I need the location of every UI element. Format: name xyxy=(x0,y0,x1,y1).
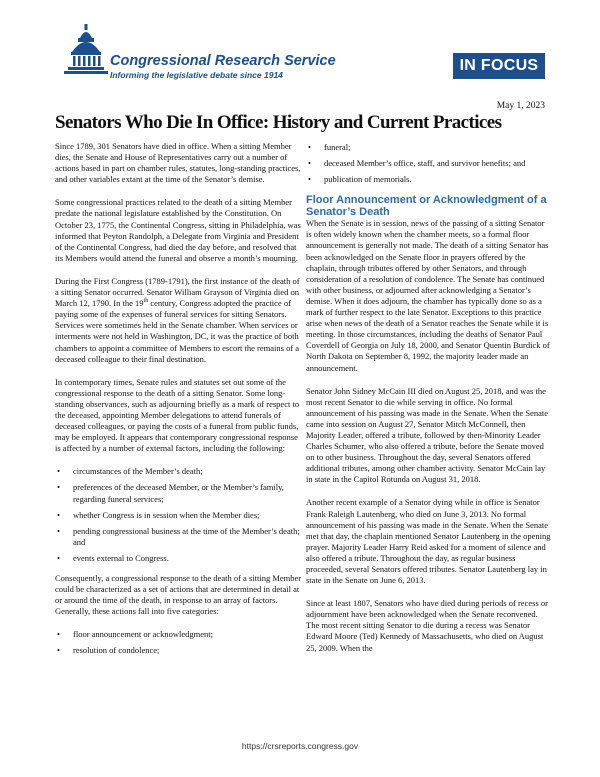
list-item: • publication of memorials. xyxy=(306,174,551,185)
list-item: • whether Congress is in session when the Member dies; xyxy=(55,510,302,521)
paragraph: Senator John Sidney McCain III died on August 25, 2018, and was the most recent Senator to die while serving in office. No formal announcement of his passing was made in the Senate. When the Senate came into session on August 27, Senator Mitch McConnell, then Majority Leader, offered a tribute, followed by then-Minority Leader Charles Schumer, who also offered a tribute, before the Senate moved on to other business. Throughout the day, several Senators offered additional tributes, among other chamber activity. Senator McCain lay in state in the Capitol Rotunda on August 31, 2018. xyxy=(306,385,549,485)
list-item: • circumstances of the Member’s death; xyxy=(55,466,302,477)
list-item: • funeral; xyxy=(306,142,551,153)
capitol-dome-icon xyxy=(64,24,108,76)
category-list-continued xyxy=(306,142,551,185)
paragraph: When the Senate is in session, news of the passing of a sitting Senator is often widely known when the chamber meets, so a formal floor announcement is generally not made. The death of a sitting Senator has been acknowledged on the Senate floor in prayers offered by the chaplain, through tributes offered by other Senators, and through consideration of a resolution of condolence. The Senate has continued with other business, or adjourned after acknowledging a Senator’s demise. When it does adjourn, the chamber has typically done so as a mark of further respect to the late Senator. Exceptions to this practice arise when news of the death of a Senator reaches the Senate while it is meeting. In those circumstances, including the deaths of Senator Paul Coverdell of Georgia on July 18, 2000, and Senator Quentin Burdick of North Dakota on September 8, 1992, the majority leader made an announcement. xyxy=(306,218,550,373)
paragraph: Consequently, a congressional response to the death of a sitting Member could be characterized as a set of actions that are determined in detail at or around the time of the death, in response to an array of factors. Generally, these actions fall into five categories: xyxy=(55,573,302,617)
page-title: Senators Who Die In Office: History and Current Practices xyxy=(55,112,502,133)
section-heading: Floor Announcement or Acknowledgment of a Senator’s Death xyxy=(306,194,547,219)
page-header xyxy=(0,0,600,95)
factor-list xyxy=(55,466,302,564)
report-date: May 1, 2023 xyxy=(496,101,545,111)
list-item: • resolution of condolence; xyxy=(55,645,302,656)
paragraph: Another recent example of a Senator dying while in office is Senator Frank Raleigh Lautenberg, who died on June 3, 2013. No formal announcement of his passing was made in the Senate. When the Senate met that day, the chaplain mentioned Senator Lautenberg in the opening prayer. Majority Leader Harry Reid asked for a moment of silence and also offered a tribute. Throughout the day, as regular business proceeded, several Senators offered tributes. Senator Lautenberg lay in state in the Senate on June 6, 2013. xyxy=(306,497,551,586)
right-column xyxy=(306,142,551,666)
paragraph: Some congressional practices related to the death of a sitting Member predate the national legislature established by the Constitution. On October 23, 1775, the Continental Congress, sitting in Philadelphia, was informed that Peyton Randolph, a Delegate from Virginia and President of the Continental Congress, had died the day before, and resolved that its Members would attend the funeral and observe a month’s mourning. xyxy=(55,197,301,263)
category-list xyxy=(55,629,302,656)
paragraph: Since at least 1807, Senators who have died during periods of recess or adjournment have been acknowledged when the Senate reconvened. The most recent sitting Senator to die during a recess was Senator Edward Moore (Ted) Kennedy of Massachusetts, who died on August 25, 2009. When the xyxy=(306,598,548,653)
paragraph-text: century, Congress adopted the practice of paying some of the expenses of funeral services for sitting Senators. Services were sometimes held in the Senate chamber. When services or interments were not held in Washington, DC, it was the practice of both chambers to appoint a committee of Members to escort the remains of a deceased colleague to their final destination. xyxy=(55,298,300,364)
org-tagline: Informing the legislative debate since 1914 xyxy=(110,70,283,80)
list-item: • deceased Member’s office, staff, and survivor benefits; and xyxy=(306,158,551,169)
ordinal-suffix: th xyxy=(143,298,149,305)
list-item: • floor announcement or acknowledgment; xyxy=(55,629,302,640)
paragraph-text: During the First Congress (1789-1791), the first instance of the death of a sitting Senator occurred. Senator William Grayson of Virginia died on March 12, 1790. In the 19 xyxy=(55,275,300,309)
paragraph: Since 1789, 301 Senators have died in office. When a sitting Member dies, the Senate and House of Representatives carry out a number of actions based in part on chamber rules, statutes, long-standing practices, and other variables extant at the time of the Senator’s demise. xyxy=(55,141,301,185)
list-item: • pending congressional business at the time of the Member’s death; and xyxy=(55,526,302,548)
paragraph: In contemporary times, Senate rules and statutes set out some of the congressional response to the death of a sitting Senator. Some long-standing observances, such as adjourning briefly as a mark of respect to the deceased, appointing Member delegations to attend funerals of deceased colleagues, or paying the costs of a funeral from public funds, may be employed. It appears that contemporary congressional response is affected by a number of external factors, including the following: xyxy=(55,376,300,454)
list-item: • preferences of the deceased Member, or the Member’s family, regarding funeral services; xyxy=(55,482,302,504)
in-focus-badge: IN FOCUS xyxy=(453,53,545,79)
left-column xyxy=(55,141,302,666)
org-name: Congressional Research Service xyxy=(110,53,336,69)
list-item: • events external to Congress. xyxy=(55,553,302,564)
footer-url[interactable]: https://crsreports.congress.gov xyxy=(241,741,359,751)
paragraph xyxy=(55,276,302,365)
